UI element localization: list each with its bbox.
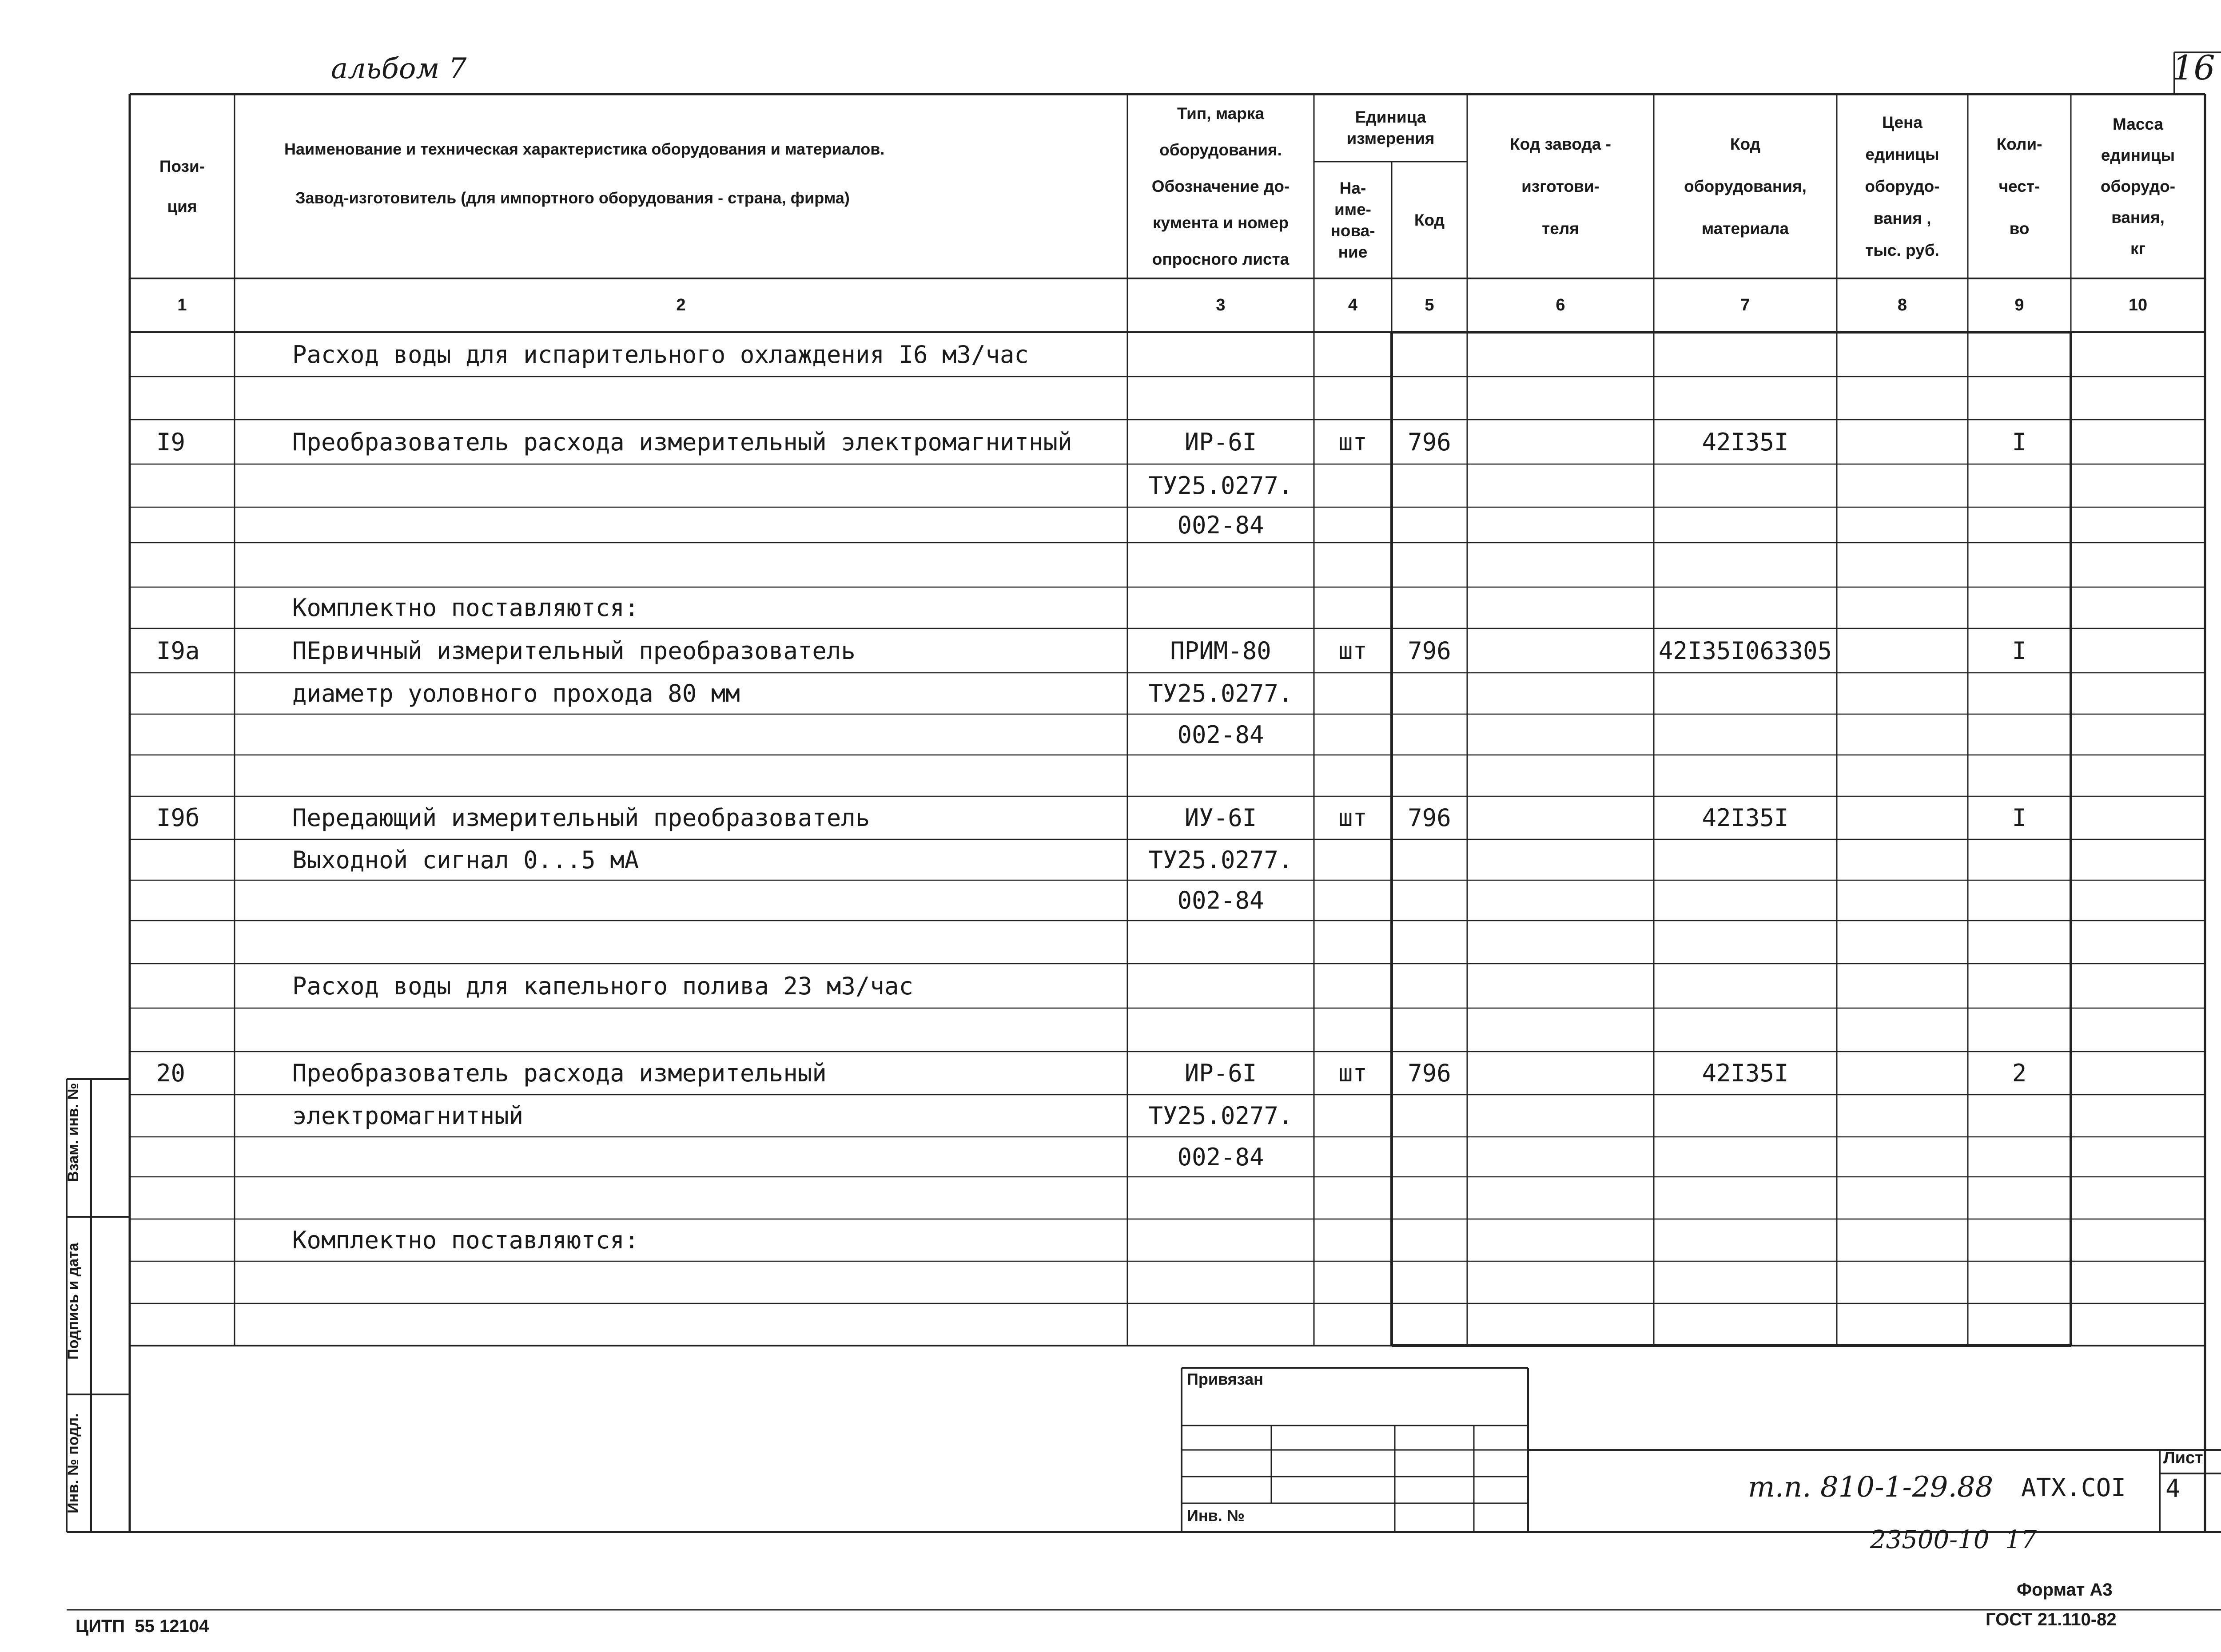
- row-name: [292, 921, 1114, 964]
- row-position: [156, 921, 236, 964]
- stamp-privyazan: Привязан: [1187, 1370, 1263, 1388]
- row-quantity: [1968, 507, 2071, 543]
- header-unit-name: На- име- нова- ние: [1330, 179, 1375, 261]
- row-unit: шт: [1338, 1059, 1368, 1087]
- row-equipment-code: [1654, 964, 1837, 1008]
- row-name: [292, 1008, 1114, 1052]
- row-equipment-code: 42I35I: [1702, 428, 1789, 456]
- row-unit: шт: [1338, 428, 1368, 456]
- row-type: ТУ25.0277.: [1148, 846, 1293, 874]
- row-name: [292, 543, 1114, 587]
- row-equipment-code: [1654, 921, 1837, 964]
- row-position: I9: [156, 428, 186, 456]
- row-name: [292, 755, 1114, 796]
- row-unit: [1314, 1137, 1392, 1177]
- row-name: ПЕрвичный измерительный преобразователь: [292, 636, 856, 665]
- row-unit-code: [1392, 839, 1467, 880]
- row-quantity: I: [2012, 804, 2027, 832]
- row-equipment-code: 42I35I063305: [1658, 636, 1832, 665]
- row-equipment-code: [1654, 464, 1837, 507]
- doc-code: т.п. 810-1-29.88: [1748, 1471, 1994, 1504]
- row-equipment-code: [1654, 377, 1837, 420]
- row-unit-code: [1392, 507, 1467, 543]
- row-unit: [1314, 1177, 1392, 1219]
- row-name: [292, 1137, 1114, 1177]
- row-name: Комплектно поставляются:: [292, 594, 639, 622]
- page-number: 16: [2172, 48, 2215, 87]
- row-unit: [1314, 332, 1392, 377]
- row-type: [1127, 587, 1314, 628]
- row-unit: шт: [1338, 636, 1368, 665]
- row-quantity: [1968, 1177, 2071, 1219]
- row-quantity: [1968, 714, 2071, 755]
- row-unit-code: [1392, 755, 1467, 796]
- row-quantity: [1968, 880, 2071, 921]
- row-equipment-code: [1654, 1261, 1837, 1303]
- row-unit: [1314, 673, 1392, 714]
- row-equipment-code: 42I35I: [1702, 804, 1789, 832]
- row-unit-code: [1392, 1261, 1467, 1303]
- row-name: [292, 377, 1114, 420]
- row-equipment-code: [1654, 1219, 1837, 1261]
- row-position: [156, 673, 236, 714]
- row-type: [1127, 964, 1314, 1008]
- row-unit: [1314, 587, 1392, 628]
- row-quantity: I: [2012, 636, 2027, 665]
- gost-label: ГОСТ 21.110-82: [1986, 1610, 2117, 1629]
- row-quantity: [1968, 1303, 2071, 1346]
- row-position: [156, 543, 236, 587]
- row-quantity: [1968, 1137, 2071, 1177]
- header-unit-code: Код: [1414, 210, 1445, 229]
- row-position: [156, 1219, 236, 1261]
- side-label-vzam: Взам. инв. №: [64, 1083, 82, 1182]
- row-equipment-code: [1654, 673, 1837, 714]
- column-number-5: 5: [1425, 296, 1434, 314]
- header-position: Пози- ция: [159, 157, 205, 215]
- row-type: ТУ25.0277.: [1148, 679, 1293, 707]
- row-type: 002-84: [1177, 511, 1264, 539]
- row-quantity: [1968, 673, 2071, 714]
- row-equipment-code: [1654, 587, 1837, 628]
- row-type: ИР-6I: [1184, 1059, 1257, 1087]
- row-unit: [1314, 543, 1392, 587]
- row-type: [1127, 1303, 1314, 1346]
- row-position: [156, 839, 236, 880]
- column-number-4: 4: [1348, 296, 1358, 314]
- row-name: Расход воды для капельного полива 23 м3/час: [292, 972, 913, 1000]
- row-type: ИР-6I: [1184, 428, 1257, 456]
- row-equipment-code: [1654, 714, 1837, 755]
- row-equipment-code: [1654, 507, 1837, 543]
- row-position: I9б: [156, 804, 200, 832]
- column-number-10: 10: [2128, 296, 2148, 314]
- row-quantity: [1968, 332, 2071, 377]
- row-equipment-code: [1654, 332, 1837, 377]
- row-position: [156, 714, 236, 755]
- row-quantity: [1968, 964, 2071, 1008]
- row-position: [156, 1261, 236, 1303]
- row-name: Выходной сигнал 0...5 мА: [292, 846, 639, 874]
- row-unit: [1314, 1303, 1392, 1346]
- row-type: 002-84: [1177, 720, 1264, 749]
- column-number-8: 8: [1897, 296, 1907, 314]
- row-equipment-code: [1654, 755, 1837, 796]
- row-quantity: I: [2012, 428, 2027, 456]
- header-name-line2: Завод-изготовитель (для импортного оборудования - страна, фирма): [295, 189, 850, 207]
- row-position: 20: [156, 1059, 186, 1087]
- row-unit-code: 796: [1408, 636, 1451, 665]
- row-type: ИУ-6I: [1184, 804, 1257, 832]
- row-quantity: [1968, 1008, 2071, 1052]
- header-quantity: Коли- чест- во: [1996, 135, 2042, 238]
- row-type: [1127, 377, 1314, 420]
- row-quantity: 2: [2012, 1059, 2027, 1087]
- row-type: ПРИМ-80: [1170, 636, 1271, 665]
- row-equipment-code: [1654, 1303, 1837, 1346]
- row-unit: [1314, 507, 1392, 543]
- row-unit: [1314, 714, 1392, 755]
- row-name: [292, 1303, 1114, 1346]
- row-name: Передающий измерительный преобразователь: [292, 804, 870, 832]
- row-type: [1127, 1177, 1314, 1219]
- row-name: диаметр уоловного прохода 80 мм: [292, 679, 740, 707]
- row-type: [1127, 543, 1314, 587]
- row-position: [156, 587, 236, 628]
- header-price: Цена единицы оборудо- вания , тыс. руб.: [1865, 113, 1940, 259]
- row-quantity: [1968, 1261, 2071, 1303]
- column-number-7: 7: [1740, 296, 1750, 314]
- row-unit-code: [1392, 543, 1467, 587]
- row-unit-code: [1392, 377, 1467, 420]
- row-equipment-code: [1654, 1137, 1837, 1177]
- row-equipment-code: [1654, 1095, 1837, 1137]
- row-equipment-code: [1654, 880, 1837, 921]
- doc-mark: АТХ.СОI: [2021, 1473, 2126, 1502]
- header-unit: Единица измерения: [1346, 108, 1435, 147]
- archive-number: 23500-10 17: [1870, 1525, 2037, 1554]
- row-equipment-code: [1654, 543, 1837, 587]
- row-name: Комплектно поставляются:: [292, 1226, 639, 1254]
- row-unit-code: [1392, 1177, 1467, 1219]
- row-unit-code: [1392, 464, 1467, 507]
- column-number-9: 9: [2014, 296, 2024, 314]
- row-position: [156, 332, 236, 377]
- row-name: Расход воды для испарительного охлаждения I6 м3/час: [292, 340, 1029, 369]
- row-position: [156, 880, 236, 921]
- row-quantity: [1968, 377, 2071, 420]
- row-unit: [1314, 839, 1392, 880]
- row-type: 002-84: [1177, 886, 1264, 914]
- row-quantity: [1968, 1219, 2071, 1261]
- header-factory-code: Код завода - изготови- теля: [1510, 135, 1611, 238]
- row-unit-code: [1392, 921, 1467, 964]
- row-name: [292, 1261, 1114, 1303]
- row-quantity: [1968, 755, 2071, 796]
- row-unit: [1314, 1261, 1392, 1303]
- format-label: Формат А3: [2017, 1580, 2113, 1600]
- album-label: альбом 7: [331, 52, 467, 85]
- citp-label: ЦИТП 55 12104: [76, 1616, 209, 1636]
- side-label-inv-podl: Инв. № подл.: [64, 1413, 82, 1513]
- row-unit: [1314, 1219, 1392, 1261]
- header-mass: Масса единицы оборудо- вания, кг: [2100, 115, 2176, 258]
- row-quantity: [1968, 464, 2071, 507]
- row-name: Преобразователь расхода измерительный: [292, 1059, 827, 1087]
- row-unit-code: 796: [1408, 428, 1451, 456]
- row-unit: [1314, 1008, 1392, 1052]
- row-position: [156, 1008, 236, 1052]
- row-unit-code: [1392, 880, 1467, 921]
- row-position: [156, 507, 236, 543]
- row-type: [1127, 755, 1314, 796]
- row-unit: [1314, 377, 1392, 420]
- stamp-inv-no: Инв. №: [1187, 1506, 1245, 1525]
- row-unit-code: [1392, 1303, 1467, 1346]
- row-unit: [1314, 464, 1392, 507]
- header-equipment-code: Код оборудования, материала: [1684, 135, 1807, 238]
- header-type: Тип, марка оборудования. Обозначение до- кумента и номер опросного листа: [1151, 104, 1290, 268]
- row-type: ТУ25.0277.: [1148, 472, 1293, 500]
- row-unit-code: 796: [1408, 1059, 1451, 1087]
- row-equipment-code: [1654, 1008, 1837, 1052]
- row-name: [292, 1177, 1114, 1219]
- row-position: [156, 755, 236, 796]
- row-position: [156, 1095, 236, 1137]
- row-unit: [1314, 755, 1392, 796]
- row-unit: [1314, 964, 1392, 1008]
- row-quantity: [1968, 587, 2071, 628]
- row-unit-code: [1392, 964, 1467, 1008]
- row-position: [156, 1177, 236, 1219]
- column-number-1: 1: [177, 296, 187, 314]
- row-name: [292, 714, 1114, 755]
- row-unit-code: [1392, 587, 1467, 628]
- row-name: Преобразователь расхода измерительный электромагнитный: [292, 428, 1072, 456]
- row-position: [156, 464, 236, 507]
- row-unit-code: [1392, 1137, 1467, 1177]
- row-unit: шт: [1338, 804, 1368, 832]
- row-type: [1127, 1261, 1314, 1303]
- row-type: [1127, 1219, 1314, 1261]
- stamp-list-label: Лист: [2163, 1449, 2203, 1467]
- column-number-2: 2: [676, 296, 686, 314]
- row-unit-code: [1392, 673, 1467, 714]
- row-name: [292, 507, 1114, 543]
- column-number-3: 3: [1216, 296, 1226, 314]
- row-unit-code: [1392, 332, 1467, 377]
- row-position: [156, 964, 236, 1008]
- row-type: [1127, 921, 1314, 964]
- row-quantity: [1968, 543, 2071, 587]
- row-name: [292, 464, 1114, 507]
- header-name-line1: Наименование и техническая характеристика оборудования и материалов.: [284, 140, 885, 158]
- column-number-6: 6: [1556, 296, 1565, 314]
- row-equipment-code: [1654, 1177, 1837, 1219]
- row-position: I9а: [156, 636, 200, 665]
- row-unit: [1314, 880, 1392, 921]
- stamp-list-value: 4: [2165, 1474, 2181, 1503]
- row-position: [156, 377, 236, 420]
- row-quantity: [1968, 1095, 2071, 1137]
- row-quantity: [1968, 921, 2071, 964]
- row-unit: [1314, 1095, 1392, 1137]
- row-type: 002-84: [1177, 1143, 1264, 1171]
- row-position: [156, 1303, 236, 1346]
- row-position: [156, 1137, 236, 1177]
- row-unit-code: [1392, 1008, 1467, 1052]
- row-equipment-code: [1654, 839, 1837, 880]
- row-quantity: [1968, 839, 2071, 880]
- row-unit-code: [1392, 1095, 1467, 1137]
- row-type: ТУ25.0277.: [1148, 1102, 1293, 1130]
- row-unit-code: 796: [1408, 804, 1451, 832]
- row-unit-code: [1392, 1219, 1467, 1261]
- row-unit: [1314, 921, 1392, 964]
- row-name: электромагнитный: [292, 1102, 524, 1130]
- row-name: [292, 880, 1114, 921]
- row-type: [1127, 332, 1314, 377]
- row-equipment-code: 42I35I: [1702, 1059, 1789, 1087]
- row-unit-code: [1392, 714, 1467, 755]
- side-label-podpis: Подпись и дата: [64, 1243, 82, 1360]
- row-type: [1127, 1008, 1314, 1052]
